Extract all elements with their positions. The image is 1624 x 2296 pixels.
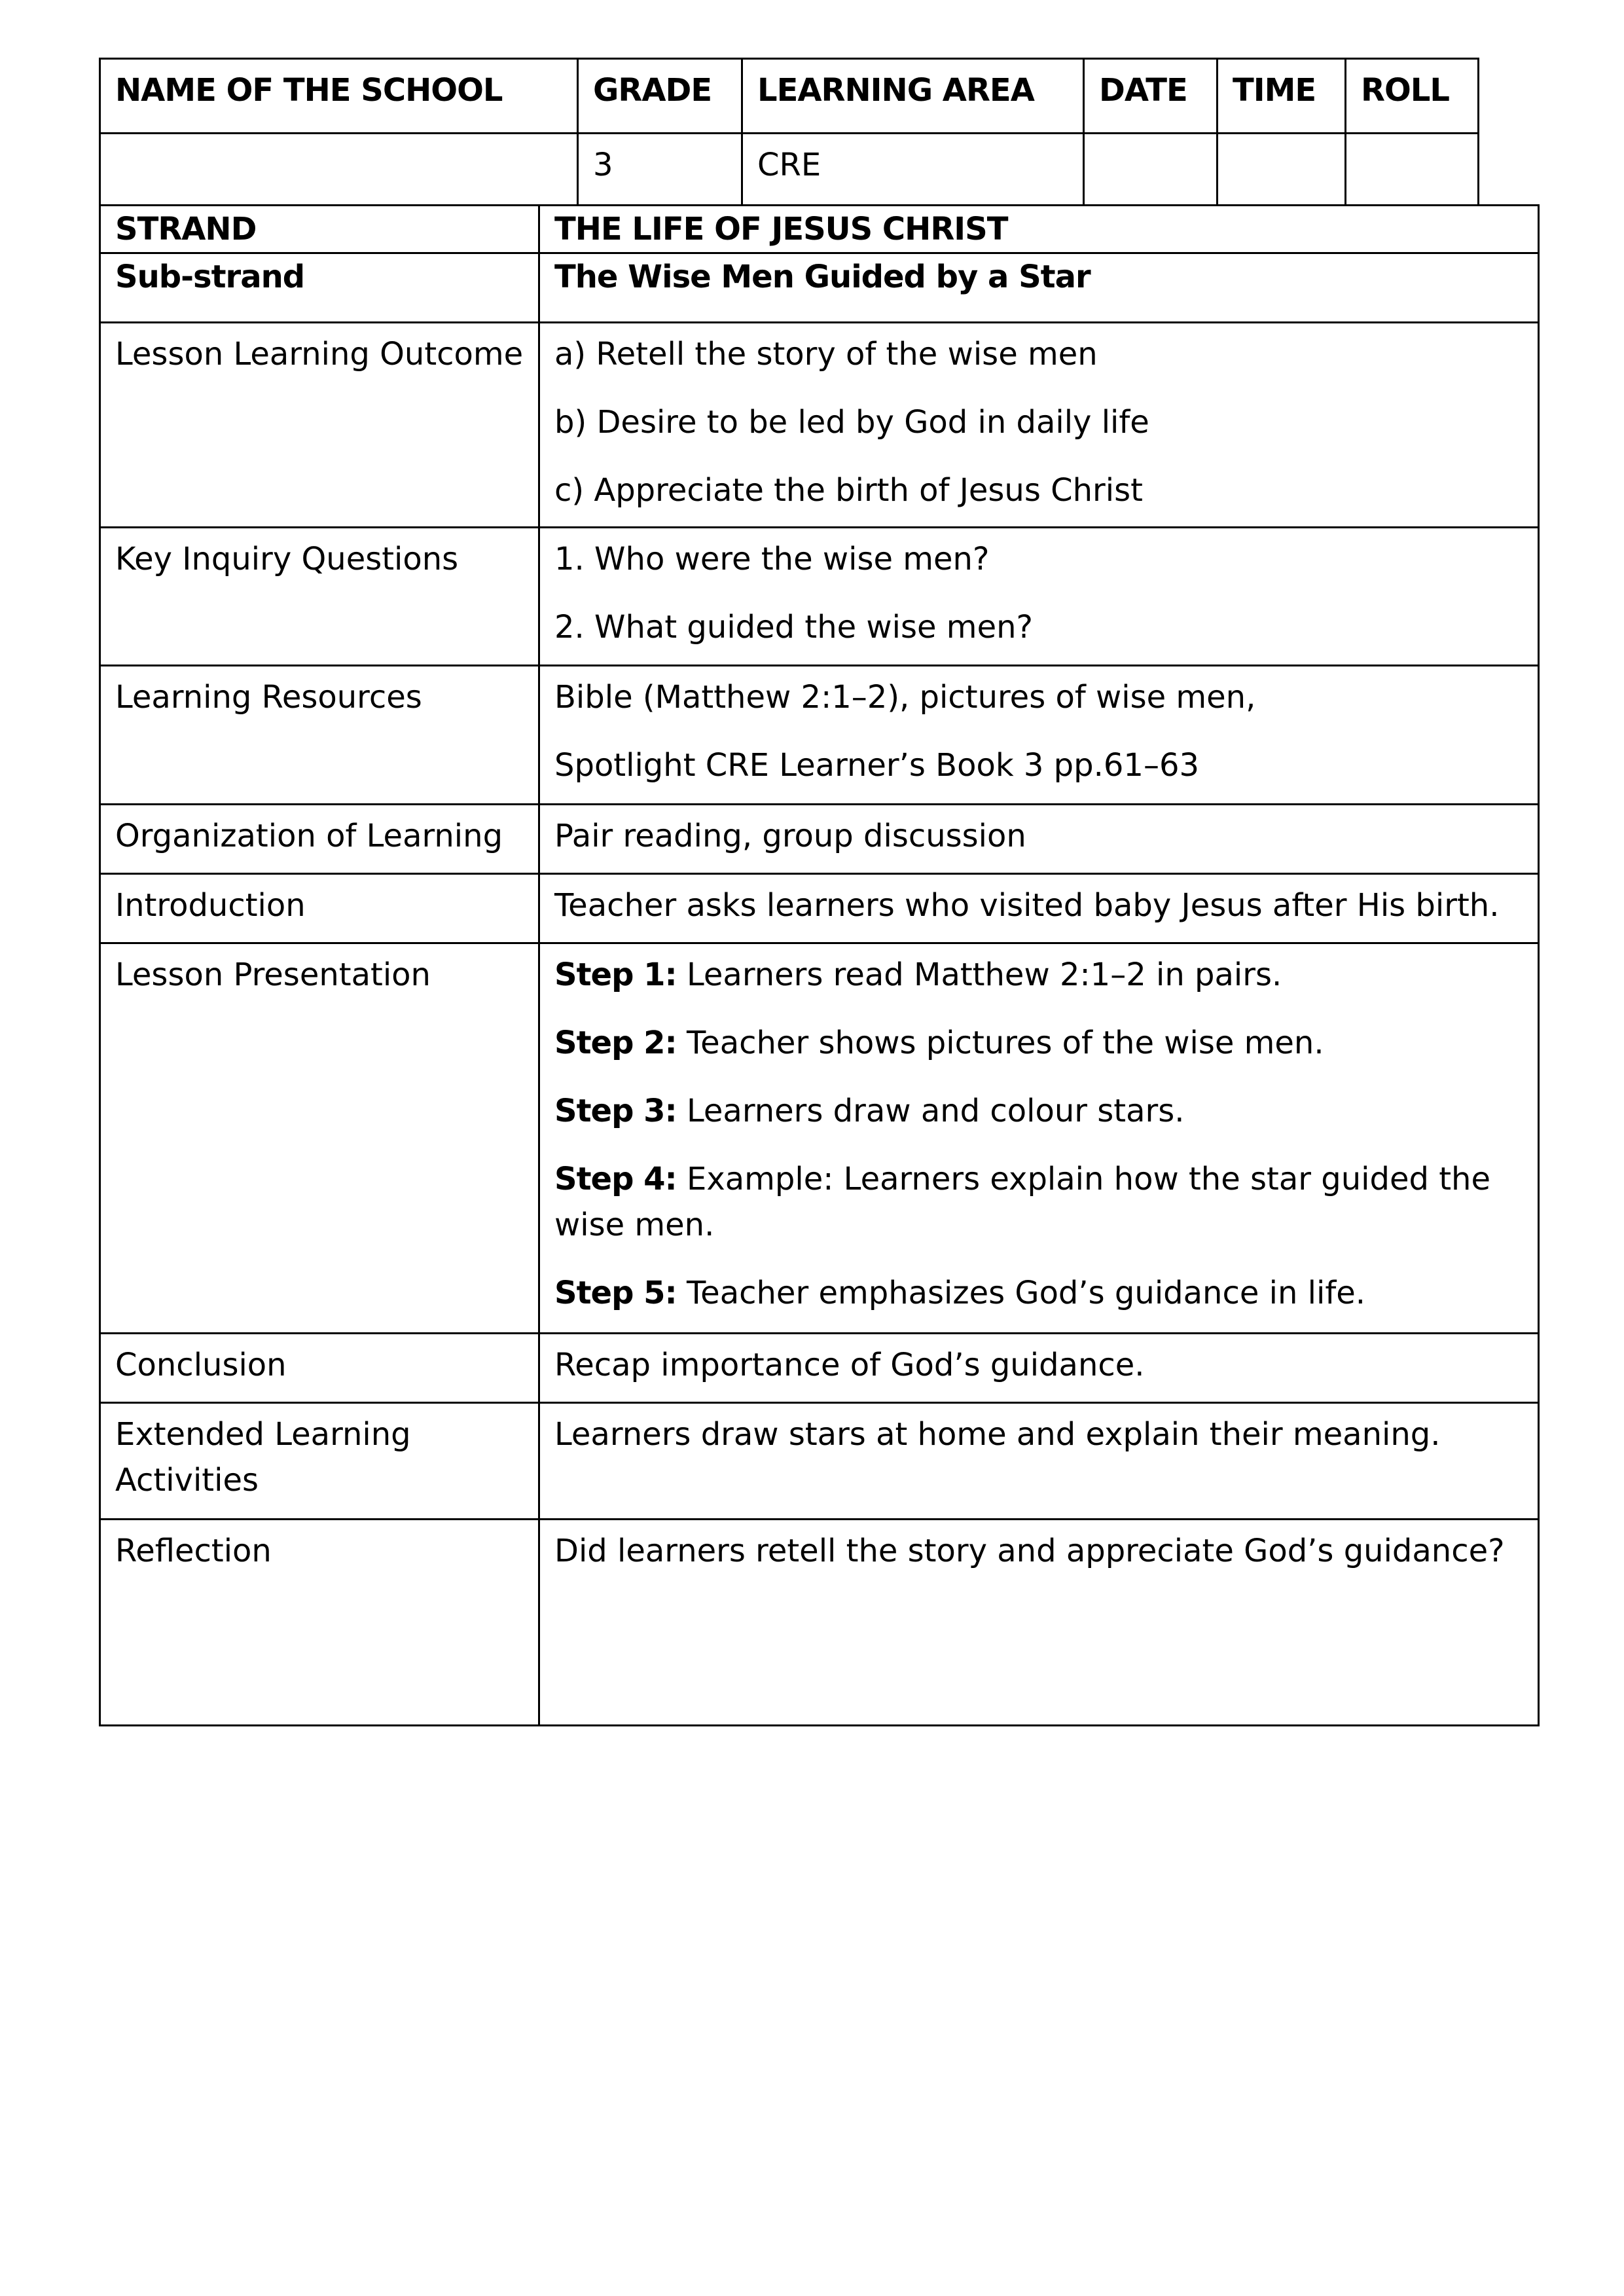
date-value xyxy=(1084,134,1218,206)
organization-label: Organization of Learning xyxy=(100,805,539,874)
step-label: Step 1: xyxy=(554,957,677,993)
presentation-step xyxy=(554,1156,1523,1248)
extended-value: Learners draw stars at home and explain their meaning. xyxy=(539,1403,1539,1520)
header-value-row xyxy=(100,134,1479,206)
outcome-list xyxy=(539,323,1539,528)
introduction-row xyxy=(100,874,1539,943)
step-label: Step 5: xyxy=(554,1275,677,1311)
reflection-label: Reflection xyxy=(100,1520,539,1726)
inquiry-list xyxy=(539,528,1539,666)
conclusion-row xyxy=(100,1334,1539,1403)
presentation-label: Lesson Presentation xyxy=(100,943,539,1334)
reflection-row xyxy=(100,1520,1539,1726)
outcome-row xyxy=(100,323,1539,528)
presentation-row xyxy=(100,943,1539,1334)
header-label-row xyxy=(100,59,1479,134)
resources-label: Learning Resources xyxy=(100,666,539,805)
step-text: Learners read Matthew 2:1–2 in pairs. xyxy=(676,957,1282,993)
organization-row xyxy=(100,805,1539,874)
inquiry-item: 2. What guided the wise men? xyxy=(554,609,1033,646)
extended-label: Extended Learning Activities xyxy=(100,1403,539,1520)
time-label: TIME xyxy=(1218,59,1346,134)
reflection-value: Did learners retell the story and appreciate God’s guidance? xyxy=(539,1520,1539,1726)
outcome-item: b) Desire to be led by God in daily life xyxy=(554,404,1149,441)
lesson-plan-table xyxy=(99,204,1540,1726)
inquiry-label: Key Inquiry Questions xyxy=(100,528,539,666)
step-label: Step 4: xyxy=(554,1161,677,1197)
resources-row xyxy=(100,666,1539,805)
strand-label: STRAND xyxy=(100,206,539,253)
sub-strand-value: The Wise Men Guided by a Star xyxy=(539,253,1539,323)
inquiry-row xyxy=(100,528,1539,666)
learning-area-label: LEARNING AREA xyxy=(742,59,1084,134)
strand-value: THE LIFE OF JESUS CHRIST xyxy=(539,206,1539,253)
strand-row xyxy=(100,206,1539,253)
presentation-step xyxy=(554,952,1523,998)
presentation-step xyxy=(554,1020,1523,1066)
sub-strand-row xyxy=(100,253,1539,323)
roll-value xyxy=(1346,134,1479,206)
header-table xyxy=(99,58,1479,206)
school-name-label: NAME OF THE SCHOOL xyxy=(100,59,578,134)
resources-list xyxy=(539,666,1539,805)
step-text: Learners draw and colour stars. xyxy=(676,1093,1185,1129)
outcome-item: a) Retell the story of the wise men xyxy=(554,336,1098,373)
date-label: DATE xyxy=(1084,59,1218,134)
extended-row xyxy=(100,1403,1539,1520)
sub-strand-label: Sub-strand xyxy=(100,253,539,323)
grade-label: GRADE xyxy=(578,59,742,134)
inquiry-item: 1. Who were the wise men? xyxy=(554,541,990,577)
resources-item: Bible (Matthew 2:1–2), pictures of wise men, xyxy=(554,679,1256,716)
resources-item: Spotlight CRE Learner’s Book 3 pp.61–63 xyxy=(554,747,1200,784)
step-label: Step 3: xyxy=(554,1093,677,1129)
presentation-step xyxy=(554,1270,1523,1316)
learning-area-value: CRE xyxy=(742,134,1084,206)
grade-value: 3 xyxy=(578,134,742,206)
conclusion-value: Recap importance of God’s guidance. xyxy=(539,1334,1539,1403)
introduction-value: Teacher asks learners who visited baby Jesus after His birth. xyxy=(539,874,1539,943)
organization-value: Pair reading, group discussion xyxy=(539,805,1539,874)
step-text: Teacher emphasizes God’s guidance in life. xyxy=(676,1275,1366,1311)
presentation-steps xyxy=(539,943,1539,1334)
conclusion-label: Conclusion xyxy=(100,1334,539,1403)
roll-label: ROLL xyxy=(1346,59,1479,134)
step-text: Example: Learners explain how the star guided the wise men. xyxy=(554,1161,1490,1243)
presentation-step xyxy=(554,1088,1523,1134)
outcome-label: Lesson Learning Outcome xyxy=(100,323,539,528)
step-text: Teacher shows pictures of the wise men. xyxy=(676,1025,1324,1061)
introduction-label: Introduction xyxy=(100,874,539,943)
step-label: Step 2: xyxy=(554,1025,677,1061)
time-value xyxy=(1218,134,1346,206)
outcome-item: c) Appreciate the birth of Jesus Christ xyxy=(554,472,1143,509)
school-name-value xyxy=(100,134,578,206)
